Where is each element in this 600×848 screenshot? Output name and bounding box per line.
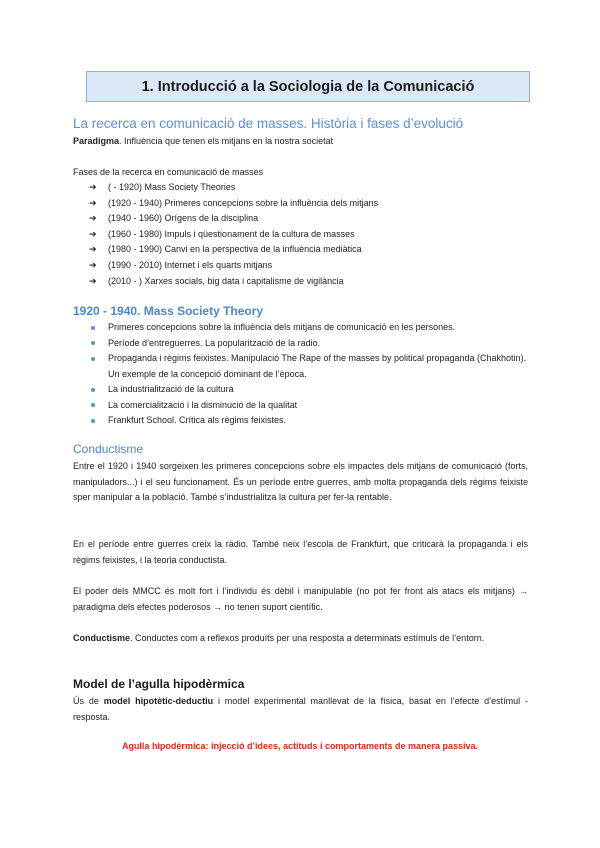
paragraph-5: Ús de model hipotètic-deductiu i model experimental manllevat de la física, basat en l’efecte d’estímul - resposta. bbox=[73, 696, 529, 722]
arrow-icon: ➔ bbox=[89, 244, 97, 255]
section-heading-agulla: Model de l’agulla hipodèrmica bbox=[73, 677, 245, 691]
paradigma-line bbox=[73, 136, 333, 146]
arrow-icon: ➔ bbox=[89, 275, 97, 286]
title-box bbox=[86, 71, 530, 102]
bullet-icon bbox=[91, 403, 95, 407]
bullet-icon bbox=[91, 357, 95, 361]
bullet-icon bbox=[91, 326, 95, 330]
paragraph-3: El poder dels MMCC és molt fort i l’individu és dèbil i manipulable (no pot fer front als atacs els mitjans) → paradigma dels efectes poderosos → no tenen suport científic. bbox=[73, 586, 528, 612]
document-page: 1. Introducció a la Sociologia de la Comunicació La recerca en comunicació de masses. Història i fases d’evolució Paradigma. Influència que tenen els mitjans en la nostra societat Fases de la recerca en comunicació de masses ➔ ( - 1920) Mass Society Theories ➔ (1920 - 1940) Primeres concepcions sobre la influència dels mitjans ➔ (1940 - 1960) Orígens de la disciplina ➔ (1960 - 1980) Impuls i qüestionament de la cultura de masses ➔ (1980 - 1990) Canvi en la perspectiva de la influència mediàtica ➔ (1990 - 2010) Internet i els quarts mitjans ➔ (2010 - ) Xarxes socials, big data i capitalisme de vigilància 1920 - 1940. Mass Society Theory Primeres concepcions sobre la influència dels mitjans de comunicació en les persones. Període d’entreguerres. La popularització de la radio. Propaganda i règims feixistes. Manipulació The Rape of the masses by political propaganda (Chakhotin). Un exemple de la concepció dominant de l’època. La industrialització de la cultura La comercialització i la disminució de la qualitat Frankfurt School. Crítica als règims feixistes. Conductisme Entre el 1920 i 1940 sorgeixen les primeres concepcions sobre els impactes dels mitjans de comunicació (forts, manipuladors...) i el seu funcionament. És un període entre guerres, amb molta propaganda dels règims feixiste sper manipular a la població. També s’industrialitza la cultura per fer-la rentable. En el període entre guerres creix la ràdio. També neix l’escola de Frankfurt, que criticarà la propaganda i els règims feixistes, i la teoria conductista. El poder dels MMCC és molt fort i l’individu és dèbil i manipulable (no pot fer front als atacs els mitjans) → paradigma dels efectes poderosos → no tenen suport científic. Conductisme. Conductes com a reflexos produïts per una resposta a determinats estímuls de l’entorn. Model de l’agulla hipodèrmica Ús de model hipotètic-deductiu i model experimental manllevat de la física, basat en l’efecte d’estímul - resposta. Agulla hipodèrmica: injecció d’idees, actituds i comportaments de manera passiva. bbox=[0, 0, 600, 848]
arrow-icon: ➔ bbox=[89, 197, 97, 208]
bullet-icon bbox=[91, 419, 95, 423]
paradigma-label: Paradigma bbox=[73, 136, 120, 146]
conductisme-term: Conductisme bbox=[73, 633, 131, 643]
section-heading-recerca: La recerca en comunicació de masses. Història i fases d’evolució bbox=[73, 116, 464, 131]
arrow-icon: ➔ bbox=[89, 228, 97, 239]
bullet-icon bbox=[91, 341, 95, 345]
arrow-icon: ➔ bbox=[89, 213, 97, 224]
paragraph-4: Conductisme. Conductes com a reflexos produïts per una resposta a determinats estímuls de l’entorn. bbox=[73, 633, 485, 643]
phases-intro: Fases de la recerca en comunicació de masses bbox=[73, 167, 264, 177]
highlight-note: Agulla hipodèrmica: injecció d’idees, actituds i comportaments de manera passiva. bbox=[121, 741, 479, 751]
arrow-icon: ➔ bbox=[89, 259, 97, 270]
paragraph-2: En el període entre guerres creix la ràdio. També neix l’escola de Frankfurt, que criticarà la propaganda i els règims feixistes, i la teoria conductista. bbox=[73, 539, 528, 565]
paragraph-1: Entre el 1920 i 1940 sorgeixen les primeres concepcions sobre els impactes dels mitjans de comunicació (forts, manipuladors...) i el seu funcionament. És un període entre guerres, amb molta propaganda dels règims feixiste sper manipular a la població. També s’industrialitza la cultura per fer-la rentable. bbox=[73, 461, 528, 502]
section-heading-conductisme: Conductisme bbox=[73, 442, 144, 456]
paradigma-text: . Influència que tenen els mitjans en la nostra societat bbox=[119, 136, 334, 146]
page-title: 1. Introducció a la Sociologia de la Comunicació bbox=[141, 78, 475, 95]
section-heading-mass-society: 1920 - 1940. Mass Society Theory bbox=[73, 304, 264, 318]
arrow-icon: ➔ bbox=[89, 182, 97, 192]
model-term: model hipotètic-deductiu bbox=[103, 696, 214, 706]
bullet-icon bbox=[91, 388, 95, 392]
